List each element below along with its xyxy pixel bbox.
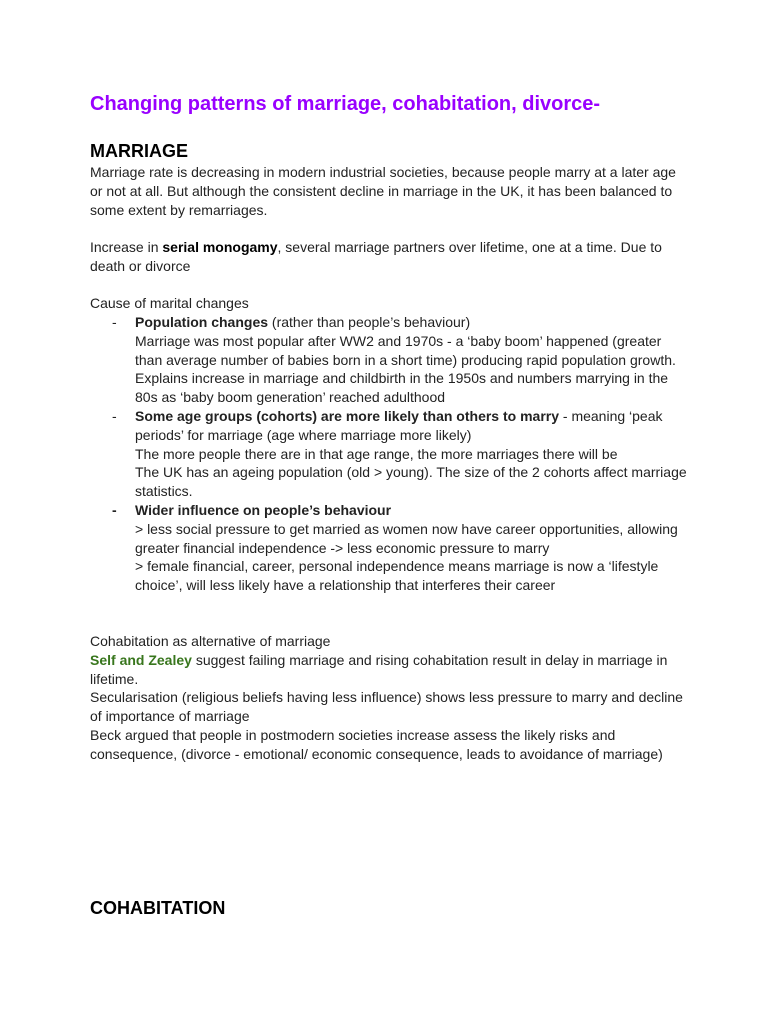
causes-heading: Cause of marital changes: [90, 295, 249, 311]
cause-title: Population changes: [135, 314, 269, 330]
secularisation-paragraph: Secularisation (religious beliefs having less influence) shows less pressure to marry and decline of importance of marriage: [90, 689, 683, 725]
para2-prefix: Increase in: [90, 239, 163, 255]
self-zealey-paragraph: [90, 651, 690, 689]
cohabitation-heading: COHABITATION: [90, 898, 226, 918]
cause-subtitle: (rather than people’s behaviour): [268, 314, 471, 330]
cause-detail: The more people there are in that age range, the more marriages there will be: [135, 445, 618, 462]
cause-title: Some age groups (cohorts) are more likely than others to marry: [135, 407, 559, 424]
para2-suffix: , several marriage partners over lifetime, one at a time. Due to death or divorce: [90, 239, 662, 274]
cause-detail: The UK has an ageing population (old > young). The size of the 2 cohorts affect marriage statistics.: [135, 464, 687, 500]
marriage-heading: MARRIAGE: [90, 141, 188, 161]
document-title: Changing patterns of marriage, cohabitation, divorce-: [90, 93, 601, 115]
causes-list: [90, 313, 690, 595]
cause-detail: Marriage was most popular after WW2 and 1970s - a ‘baby boom’ happened (greater than average number of babies born in a short time) producing rapid population growth. Explains increase in marriage and childbirth in the 1950s and numbers marrying in the 80s as ‘baby boom generation’ reached adulthood: [135, 332, 676, 406]
list-dash: -: [112, 314, 117, 330]
list-dash: -: [112, 407, 117, 424]
beck-paragraph: Beck argued that people in postmodern societies increase assess the likely risks and consequence, (divorce - emotional/ economic consequence, leads to avoidance of marriage): [90, 726, 663, 762]
cause-title: Wider influence on people’s behaviour: [135, 501, 392, 518]
cohabitation-alternative-heading: Cohabitation as alternative of marriage: [90, 633, 331, 649]
list-dash: -: [112, 501, 117, 518]
cause-subtitle: - meaning ‘peak periods’ for marriage (age where marriage more likely): [135, 407, 663, 443]
serial-monogamy-paragraph: [90, 238, 690, 276]
cause-detail: > less social pressure to get married as women now have career opportunities, allowing greater financial independence -> less economic pressure to marry: [135, 520, 678, 556]
cause-item-cohorts: [90, 407, 690, 501]
marriage-intro-paragraph: Marriage rate is decreasing in modern industrial societies, because people marry at a later age or not at all. But although the consistent decline in marriage in the UK, it has been balanced to some extent by remarriages.: [90, 164, 676, 218]
cohabitation-alternative-section: [90, 632, 690, 764]
self-zealey-name: Self and Zealey: [90, 651, 192, 668]
cause-detail: > female financial, career, personal independence means marriage is now a ‘lifestyle choice’, will less likely have a relationship that interferes their career: [135, 558, 659, 594]
self-zealey-text: suggest failing marriage and rising cohabitation result in delay in marriage in lifetime.: [90, 651, 668, 687]
cause-item-behaviour: [90, 501, 690, 595]
serial-monogamy-term: serial monogamy: [162, 239, 278, 255]
cause-item-population: [90, 313, 690, 407]
